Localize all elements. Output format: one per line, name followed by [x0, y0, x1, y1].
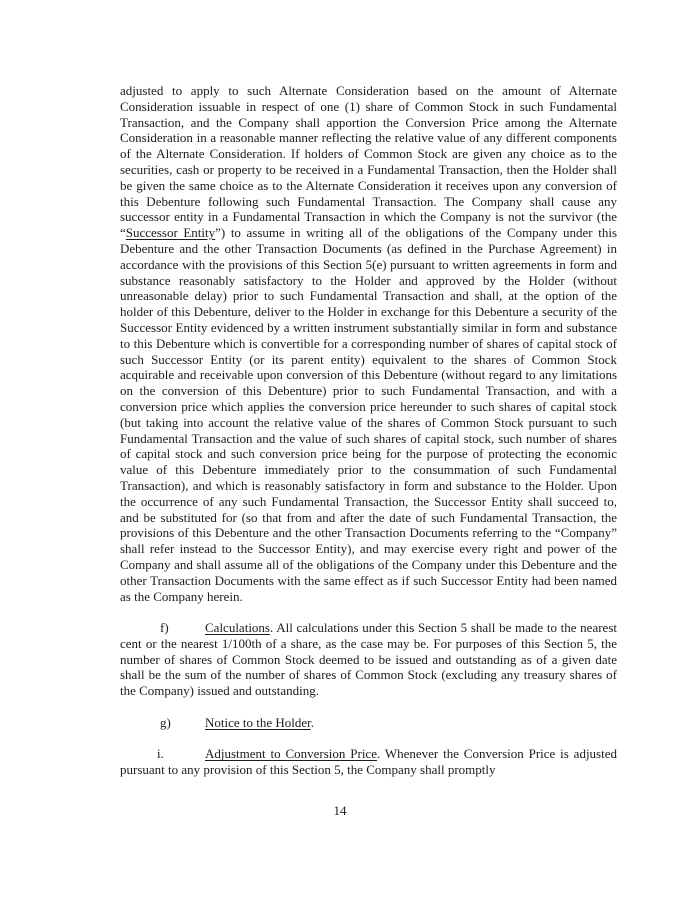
clause-g-label: g)	[160, 714, 171, 730]
text-segment: adjusted to apply to such Alternate Consideration based on the amount of Alternate Consideration issuable in respect of one (1) share of Common Stock in such Fundamental Transaction, and the Company shall apportion the Conversion Price among the Alternate Consideration in a reasonable manner reflecting the relative value of any different components of the Alternate Consideration. If holders of Common Stock are given any choice as to the securities, cash or property to be received in a Fundamental Transaction, then the Holder shall be given the same choice as to the Alternate Consideration it receives upon any conversion of this Debenture following such Fundamental Transaction. The Company shall cause any successor entity in a Fundamental Transaction in which the Company is not the survivor (the “	[120, 83, 617, 241]
underlined-text-segment: Successor Entity	[125, 225, 216, 241]
text-segment: ”) to assume in writing all of the obligations of the Company under this Debenture and the other Transaction Documents (as defined in the Purchase Agreement) in accordance with the provisions of this Section 5(e) pursuant to written agreements in form and substance reasonably satisfactory to the Holder and approved by the Holder (without unreasonable delay) prior to such Fundamental Transaction and shall, at the option of the holder of this Debenture, deliver to the Holder in exchange for this Debenture a security of the Successor Entity evidenced by a written instrument substantially similar in form and substance to this Debenture which is convertible for a corresponding number of shares of capital stock of such Successor Entity (or its parent entity) equivalent to the shares of Common Stock acquirable and receivable upon conversion of this Debenture (without regard to any limitations on the conversion of this Debenture) prior to such Fundamental Transaction, and with a conversion price which applies the conversion price hereunder to such shares of capital stock (but taking into account the relative value of the shares of Common Stock pursuant to such Fundamental Transaction and the value of such shares of capital stock, such number of shares of capital stock and such conversion price being for the purpose of protecting the economic value of this Debenture immediately prior to the consummation of such Fundamental Transaction), and which is reasonably satisfactory in form and substance to the Holder. Upon the occurrence of any such Fundamental Transaction, the Successor Entity shall succeed to, and be substituted for (so that from and after the date of such Fundamental Transaction, the provisions of this Debenture and the other Transaction Documents referring to the “Company” shall refer instead to the Successor Entity), and may exercise every right and power of the Company and shall assume all of the obligations of the Company under this Debenture and the other Transaction Documents with the same effect as if such Successor Entity had been named as the Company herein.	[120, 225, 618, 604]
text-segment: .	[310, 714, 315, 730]
clause-g-text	[205, 715, 314, 730]
page-number: 14	[333, 803, 347, 818]
underlined-text-segment: Calculations	[205, 620, 270, 636]
underlined-text-segment: Adjustment to Conversion Price	[205, 746, 377, 762]
underlined-text-segment: Notice to the Holder	[205, 714, 311, 730]
paragraph-continuation	[120, 83, 617, 604]
text-segment: . All calculations under this Section 5 shall be made to the nearest cent or the nearest 1/100th of a share, as the case may be. For purposes of this Section 5, the number of shares of Common Stock deemed to be issued and outstanding as of a given date shall be the sum of the number of shares of Common Stock (excluding any treasury shares of the Company) issued and outstanding.	[120, 620, 617, 699]
paragraph-clause-f	[120, 620, 617, 699]
clause-f-label: f)	[160, 620, 169, 636]
clause-i-label: i.	[157, 746, 164, 762]
text-segment: . Whenever the Conversion Price is adjusted pursuant to any provision of this Section 5, the Company shall promptly	[120, 746, 617, 778]
paragraph-clause-i	[120, 746, 617, 778]
paragraph-clause-g-heading	[120, 715, 617, 731]
